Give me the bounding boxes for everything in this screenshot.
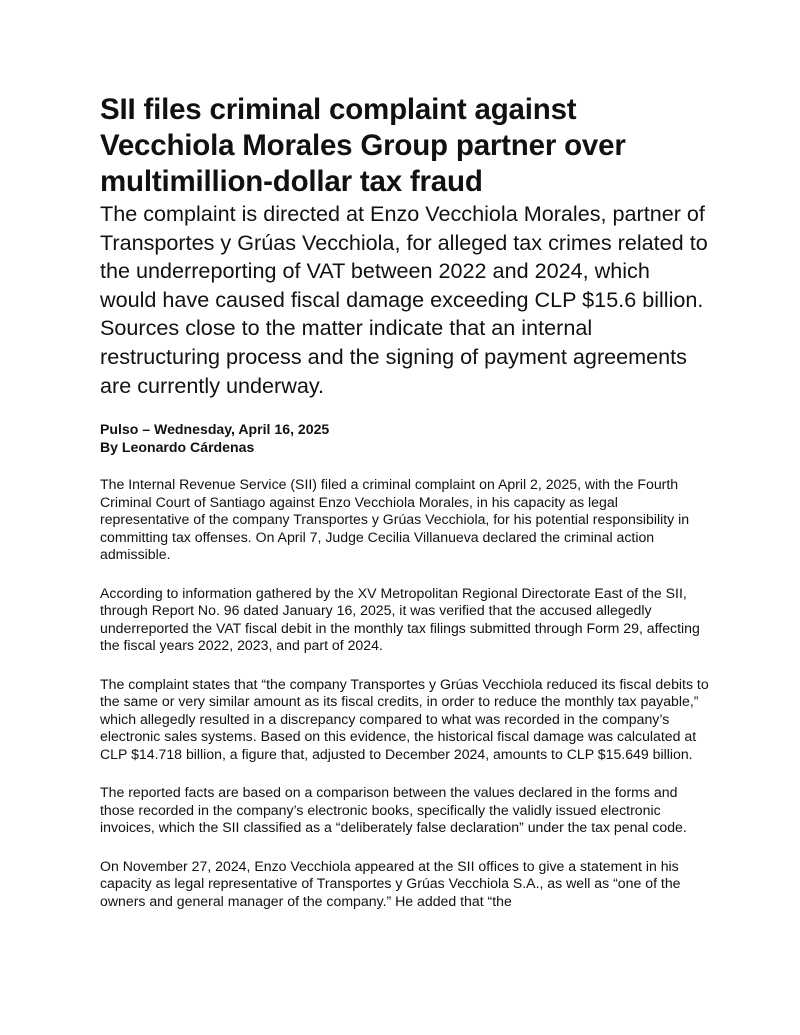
author: By Leonardo Cárdenas [100, 438, 255, 455]
body-paragraph: According to information gathered by the XV Metropolitan Regional Directorate East of the SII, through Report No. 96 dated January 16, 2025, it was verified that the accused allegedly underreported the VAT fiscal debit in the monthly tax filings submitted through Form 29, affecting the fiscal years 2022, 2023, and part of 2024. [100, 584, 700, 654]
body-paragraph: The reported facts are based on a comparison between the values declared in the forms and those recorded in the company’s electronic books, specifically the validly issued electronic invoices, which the SII classified as a “deliberately false declaration” under the tax penal code. [100, 784, 687, 836]
dateline: Pulso – Wednesday, April 16, 2025 [100, 421, 330, 438]
article-deck: The complaint is directed at Enzo Vecchiola Morales, partner of Transportes y Grúas Vecchiola, for alleged tax crimes related to the underreporting of VAT between 2022 and 2024, which would have caused fiscal damage exceeding CLP $15.6 billion. Sources close to the matter indicate that an internal restructuring process and the signing of payment agreements are currently underway. [100, 201, 708, 398]
body-paragraph: On November 27, 2024, Enzo Vecchiola appeared at the SII offices to give a statement in his capacity as legal representative of Transportes y Grúas Vecchiola S.A., as well as “one of the owners and general manager of the company.” He added that “the [100, 857, 681, 909]
article-headline: SII files criminal complaint against Vecchiola Morales Group partner over multimillion-dollar tax fraud [100, 93, 626, 198]
body-paragraph: The complaint states that “the company Transportes y Grúas Vecchiola reduced its fiscal debits to the same or very similar amount as its fiscal credits, in order to reduce the monthly tax payable,” which allegedly resulted in a discrepancy compared to what was recorded in the company’s electronic sales systems. Based on this evidence, the historical fiscal damage was calculated at CLP $14.718 billion, a figure that, adjusted to December 2024, amounts to CLP $15.649 billion. [100, 675, 709, 762]
article [100, 92, 710, 931]
article-body [100, 476, 710, 910]
body-paragraph: The Internal Revenue Service (SII) filed a criminal complaint on April 2, 2025, with the Fourth Criminal Court of Santiago against Enzo Vecchiola Morales, in his capacity as legal representative of the company Transportes y Grúas Vecchiola, for his potential responsibility in committing tax offenses. On April 7, Judge Cecilia Villanueva declared the criminal action admissible. [100, 476, 690, 563]
byline [100, 421, 710, 456]
